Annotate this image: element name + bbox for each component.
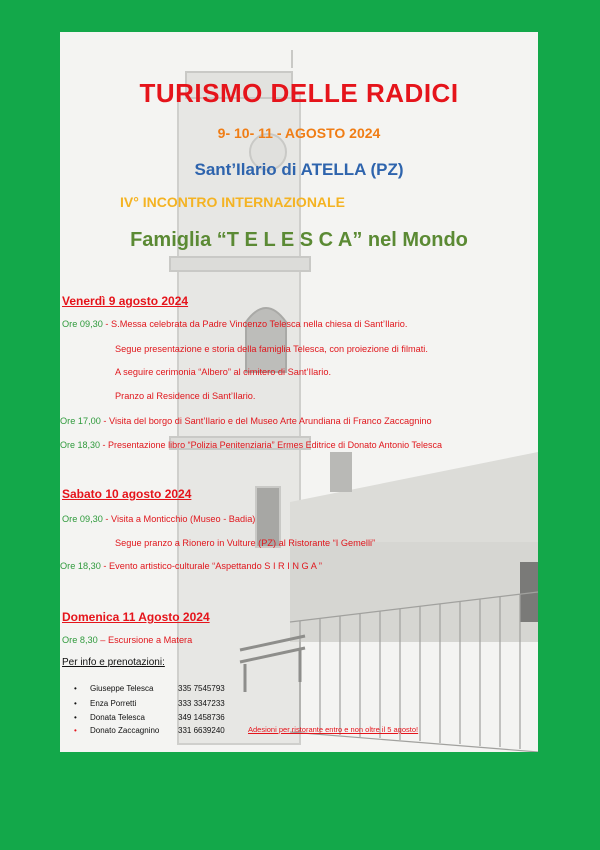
schedule-time: Ore 18,30 [60,440,101,450]
schedule-line [60,440,442,450]
schedule-line [60,416,432,426]
schedule-line [115,367,331,377]
contact-row [74,713,225,722]
schedule-time: Ore 18,30 [60,561,101,571]
meeting-edition: IV° INCONTRO INTERNAZIONALE [120,194,345,210]
schedule-line [115,538,375,548]
contact-name: Donata Telesca [90,713,145,722]
contacts-title: Per info e prenotazioni: [62,657,165,668]
reservation-notice: Adesioni per ristorante entro e non oltre il 5 agosto! [248,725,419,734]
schedule-line [62,635,192,645]
event-place: Sant’Ilario di ATELLA (PZ) [194,160,404,179]
day-heading: Domenica 11 Agosto 2024 [62,610,210,624]
contact-name: Giuseppe Telesca [90,684,154,693]
schedule-text: Segue presentazione e storia della famiglia Telesca, con proiezione di filmati. [115,344,428,354]
contact-phone: 331 6639240 [178,726,225,735]
day-heading: Venerdì 9 agosto 2024 [62,294,189,308]
day-heading: Sabato 10 agosto 2024 [62,487,192,501]
schedule-line [115,344,428,354]
contact-name: Donato Zaccagnino [90,726,160,735]
schedule-line [62,319,407,329]
schedule-time: Ore 8,30 [62,635,98,645]
schedule-text: - Evento artistico-culturale “Aspettando S I R I N G A ” [100,561,322,571]
bullet-icon: • [74,713,77,722]
contact-row [74,684,225,693]
schedule-time: Ore 09,30 [62,319,103,329]
schedule-text: - Visita del borgo di Sant’Ilario e del Museo Arte Arundiana di Franco Zaccagnino [100,416,432,426]
bullet-icon: • [74,684,77,693]
schedule-text: Segue pranzo a Rionero in Vulture (PZ) al Ristorante “I Gemelli” [115,538,376,548]
schedule-text: – Escursione a Matera [97,635,193,645]
schedule-line [115,391,255,401]
event-dates: 9- 10- 11 - AGOSTO 2024 [217,125,381,141]
schedule-text: Pranzo al Residence di Sant’Ilario. [115,391,256,401]
contact-phone: 349 1458736 [178,713,225,722]
contact-phone: 333 3347233 [178,699,225,708]
schedule-text: A seguire cerimonia “Albero” al cimitero di Sant’Ilario. [115,367,331,377]
family-title: Famiglia “T E L E S C A” nel Mondo [130,229,468,251]
schedule-time: Ore 17,00 [60,416,101,426]
contact-row [74,699,225,708]
schedule-text: - S.Messa celebrata da Padre Vincenzo Telesca nella chiesa di Sant’Ilario. [102,319,408,329]
bullet-icon: • [74,699,77,708]
schedule-line [60,561,322,571]
poster-title: TURISMO DELLE RADICI [139,78,459,108]
event-poster [60,32,538,752]
contact-name: Enza Porretti [90,699,137,708]
bullet-icon: • [74,726,77,735]
contact-phone: 335 7545793 [178,684,225,693]
contact-row [74,726,225,735]
schedule-text: - Presentazione libro “Polizia Penitenziaria” Ermes Editrice di Donato Antonio Telesca [100,440,443,450]
schedule-time: Ore 09,30 [62,514,103,524]
schedule-text: - Visita a Monticchio (Museo - Badia) [102,514,256,524]
schedule-line [62,514,255,524]
